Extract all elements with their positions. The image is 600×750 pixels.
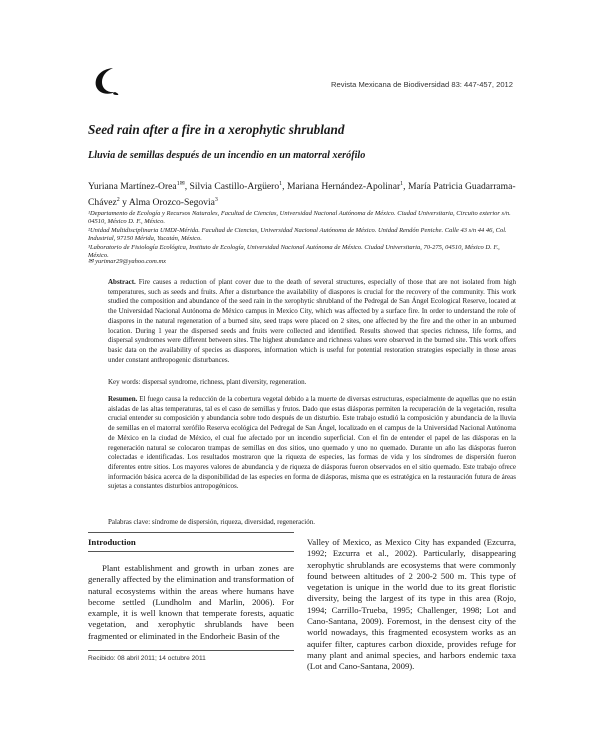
footnote-divider [88,650,294,651]
abstract [108,278,516,365]
author-superscript: 1 [279,181,283,187]
author-list [88,178,516,209]
affiliation-3: ³Laboratorio de Fisiología Ecológica, Instituto de Ecología, Universidad Nacional Autónoma de México. Ciudad Universitaria, 70-275, 04510, México D. F., México. [88,243,500,260]
journal-logo-icon [93,66,119,96]
abstract-text: Fire causes a reduction of plant cover due to the death of several structures, especially of those that are not isolated from high temperatures, such as seeds and fruits. After a disturbance the availability of diaspores is crucial for the recovery of the community. This work studied the composition and abundance of the seed rain in the xerophytic shrubland of the Pedregal de San Ángel Ecological Reserve, located at the Universidad Nacional Autónoma de México campus in Mexico City, which was affected by a surface fire. In order to understand the role of diaspores in the natural regeneration of a burned site, seed traps were placed on 2 sites, one affected by the fire and the other in an unburned location. During 1 year the dispersed seeds and fruits were collected and identified. Results showed that species richness, life forms, and dispersal syndromes were different between sites. The highest abundance and richness values were observed in the burned site. This work offers basic data on the availability of species as diaspores, information which is useful for potential restoration strategies especially in those areas under constant anthropogenic disturbances. [108,278,516,364]
author-text: , Mariana Hernández-Apolinar [282,181,401,193]
resumen-text: El fuego causa la reducción de la cobertura vegetal debido a la muerte de diversas estructuras, especialmente de aquellas que no están aisladas de las altas temperaturas, tal es el caso de semillas y frutos. Dado que estas diásporas permiten la recuperación de la vegetación, resulta crucial entender su composición y abundancia sobre todo después de un disturbio. Este trabajo estudió la composición y abundancia de la lluvia de semillas en el matorral xerófilo Reserva ecológica del Pedregal de San Ángel, localizado en el campus de la Universidad Nacional Autónoma de México en la ciudad de México, el cual fue afectado por un incendio superficial. Con el fin de entender el papel de las diásporas en la regeneración natural se colocaron trampas de semillas en dos sitios, uno quemado y uno no quemado. Durante un año las diásporas fueron colectadas e identificadas. Los resultados mostraron que la riqueza de especies, las formas de vida y los síndromes de dispersión fueron diferentes entre sitios. Los mayores valores de abundancia y de riqueza de diásporas fueron observados en el sitio quemado. Este trabajo ofrece información básica acerca de la disponibilidad de las especies en forma de diásporas, misma que es estratégica en la restauración futura de áreas sujetas a constantes disturbios antropogénicos. [108,395,516,491]
corresponding-email[interactable]: ✉ yurimar29@yahoo.com.mx [88,258,167,265]
resumen [108,395,516,492]
resumen-label: Resumen. [108,395,138,403]
intro-paragraph-continued: Valley of Mexico, as Mexico City has expanded (Ezcurra, 1992; Ezcurra et al., 2002). Particularly, disappearing xerophytic shrublands are ecosystems that were commonly found between altitudes of 2 200-2 500 m. This type of vegetation is unique in the world due to its great floristic diversity, being the largest of its type in this area (Rojo, 1994; Carrillo-Trueba, 1995; Challenger, 1998; Lot and Cano-Santana, 2009). Foremost, in the densest city of the world nowadays, this fragmented ecosystem works as an aquifer filter, captures carbon dioxide, provides refuge for many plant and animal species, and harbors endemic taxa (Lot and Cano-Santana, 2009). [307,537,516,672]
intro-paragraph: Plant establishment and growth in urban zones are generally affected by the elimination and transformation of natural ecosystems within the areas where humans have become settled (Lundholm and Marlin, 2006). For example, it is well known that temperate forests, aquatic vegetation, and xerophytic shrublands have been fragmented or eliminated in the Endorheic Basin of the [88,563,294,641]
author-text: , Silvia Castillo-Argüero [184,181,280,193]
author-text: , María Patricia Guadarrama- [403,181,516,193]
author-text: y Alma Orozco-Segovia [119,196,215,208]
section-heading-introduction: Introduction [88,537,136,547]
palabras-clave: Palabras clave: síndrome de dispersión, riqueza, diversidad, regeneración. [108,518,316,526]
keywords: Key words: dispersal syndrome, richness, plant diversity, regeneration. [108,378,307,386]
affiliation-1: ¹Departamento de Ecología y Recursos Naturales, Facultad de Ciencias, Universidad Nacional Autónoma de México. Ciudad Universitaria, Circuito exterior s/n. 04510, México D. F., México. [88,210,511,226]
article-title: Seed rain after a fire in a xerophytic shrubland [88,122,345,137]
abstract-label: Abstract. [108,278,136,286]
journal-reference: Revista Mexicana de Biodiversidad 83: 447-457, 2012 [331,80,513,89]
body-column-right [307,537,516,673]
affiliation-2: ²Unidad Multidisciplinaria UMDI-Mérida. Facultad de Ciencias, Universidad Nacional Autónoma de México. Unidad Rendón Peniche. Calle 43 s/n 44 46, Col. Industrial, 97150 Mérida, Yucatán, México. [88,226,507,243]
section-divider-top [88,532,294,533]
section-divider-bottom [88,551,294,552]
author-text: Yuriana Martínez-Orea [88,181,177,193]
author-text: Chávez [88,196,117,208]
author-superscript: 1 [400,181,404,187]
affiliations [88,210,516,260]
body-column-left [88,563,294,642]
article-subtitle: Lluvia de semillas después de un incendio en un matorral xerófilo [88,150,366,161]
author-superscript: 1✉ [176,181,185,187]
author-superscript: 2 [116,196,120,203]
author-superscript: 3 [214,196,218,203]
received-date: Recibido: 08 abril 2011; 14 octubre 2011 [88,655,206,662]
